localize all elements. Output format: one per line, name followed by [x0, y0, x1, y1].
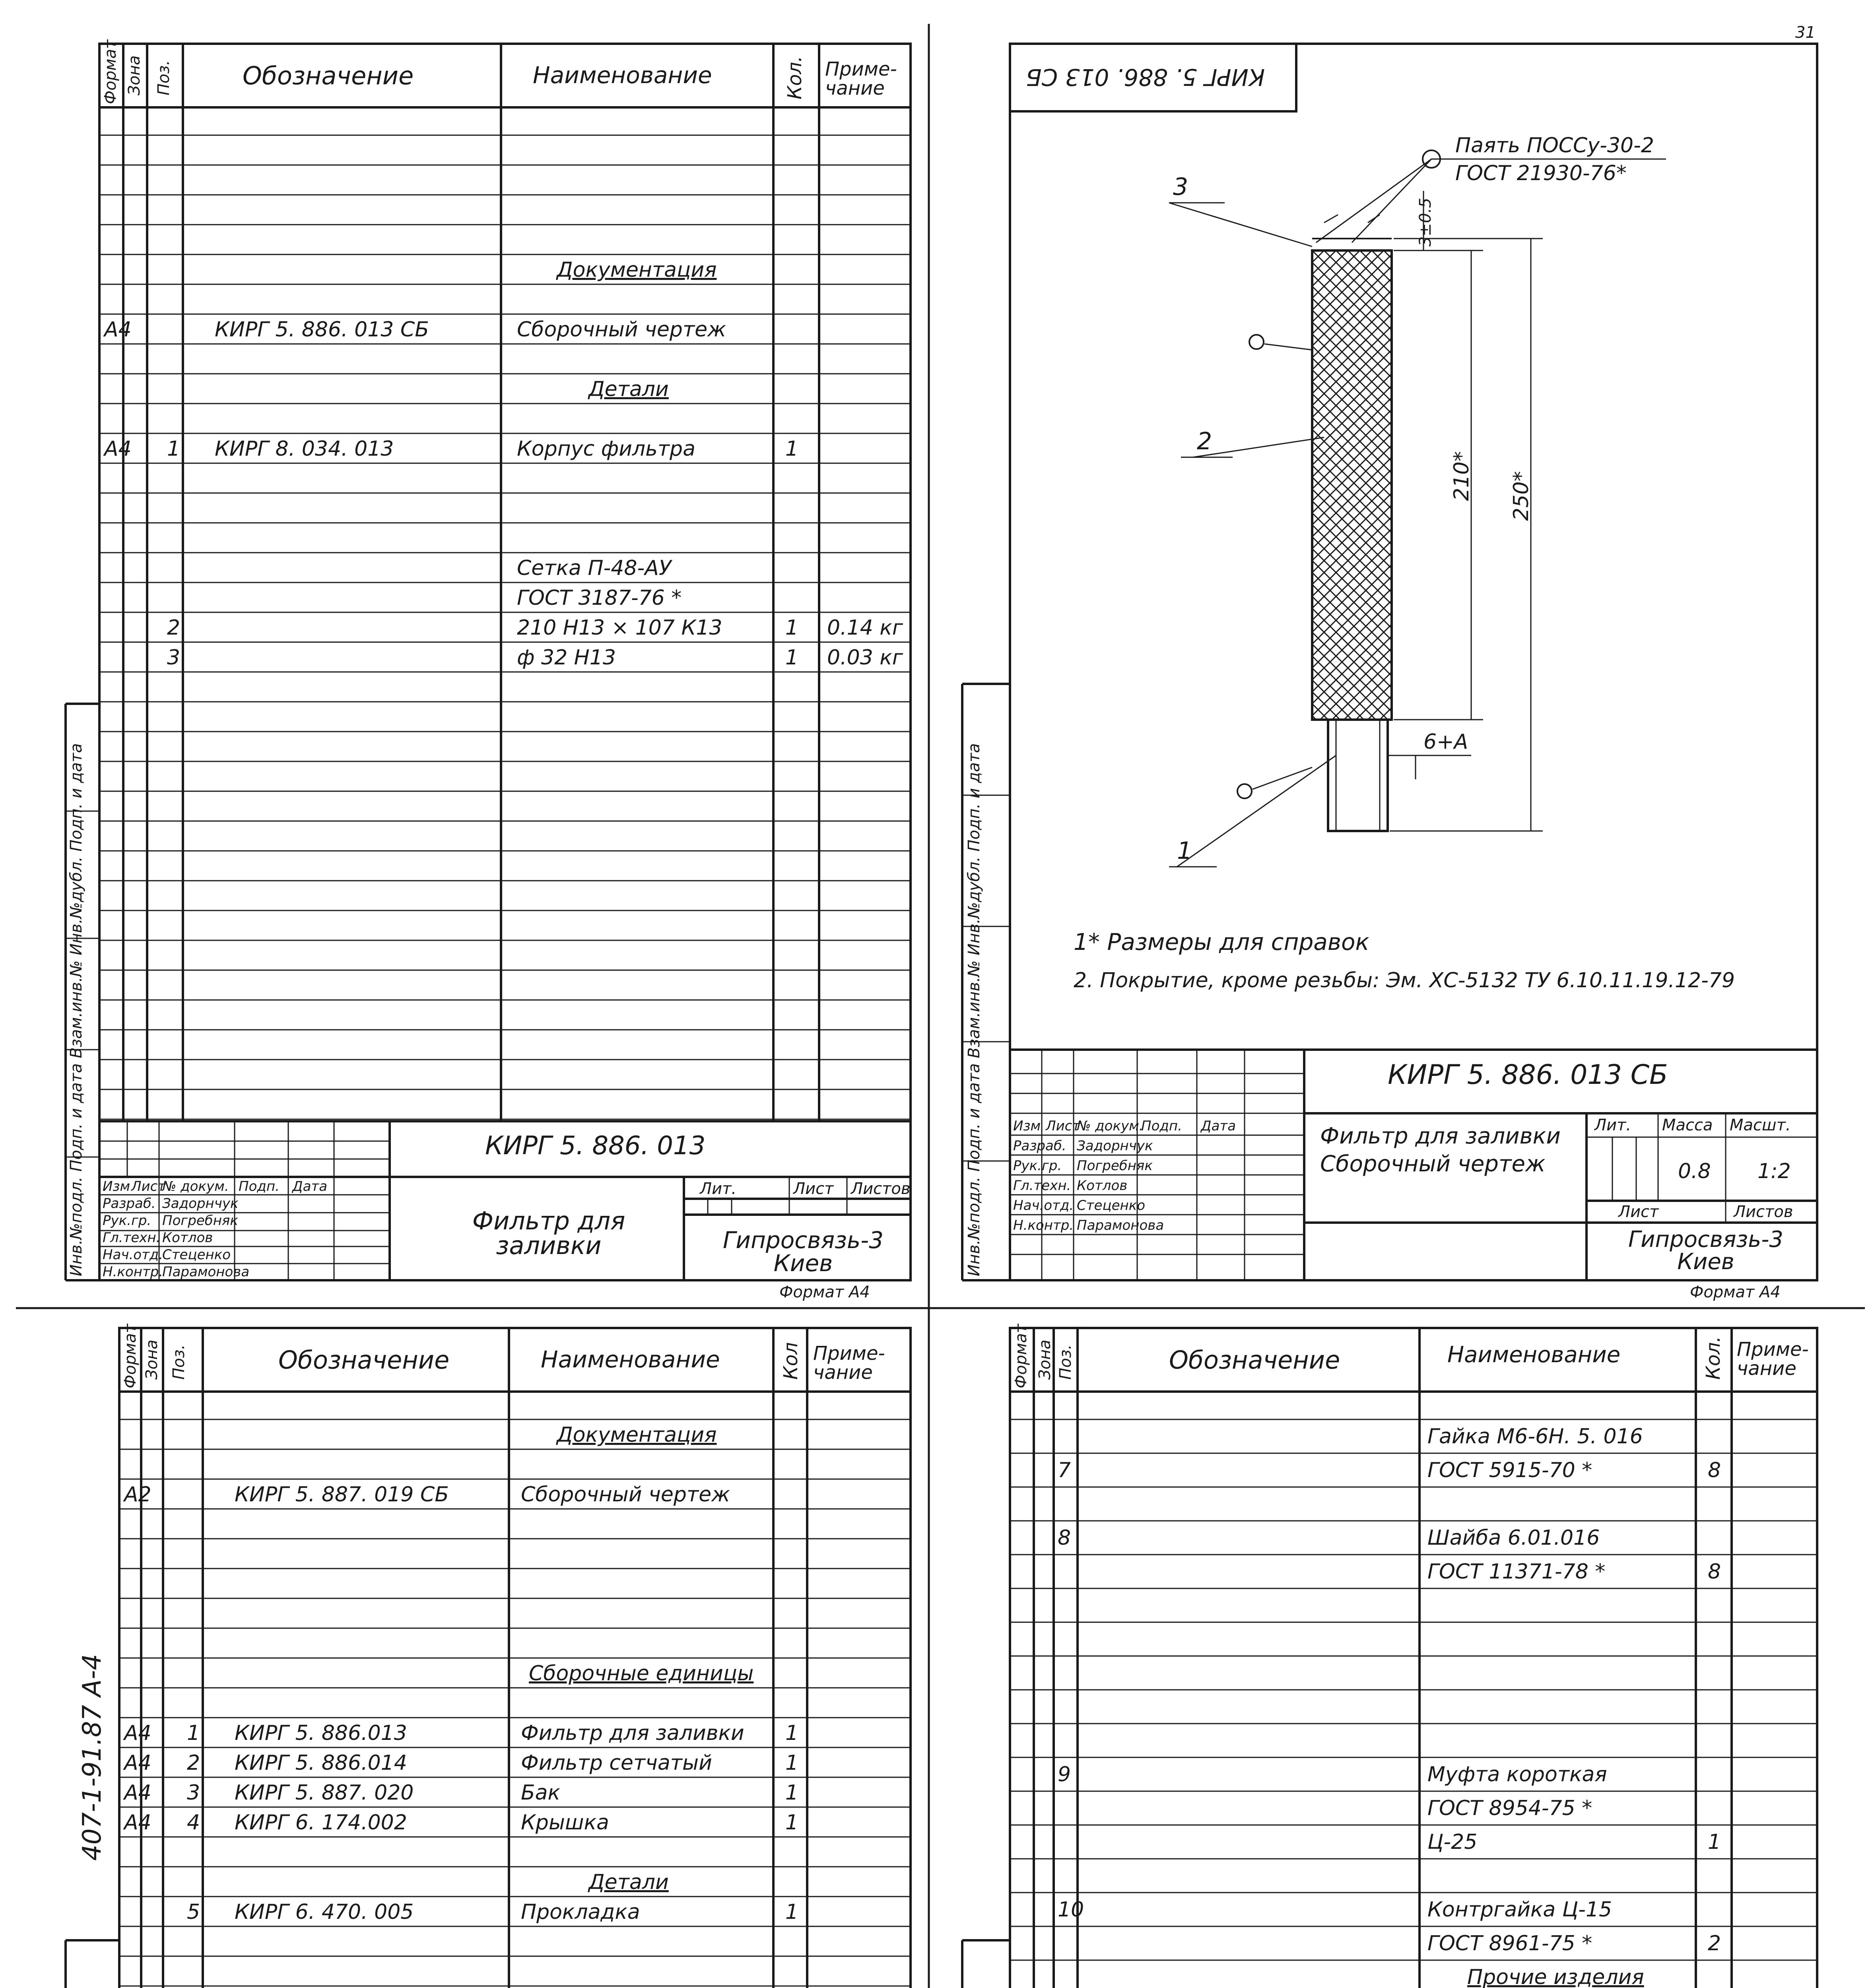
- stamp-person: Стеценко: [162, 1247, 231, 1263]
- q2-stamp-mass-label: Масса: [1662, 1116, 1713, 1134]
- q4-row-name: ГОСТ 5915-70 *: [1427, 1458, 1592, 1482]
- q2-dim-3: 3±0.5: [1416, 198, 1435, 247]
- q4-row-pos: 9: [1058, 1763, 1071, 1786]
- q4-row-pos: 10: [1058, 1898, 1084, 1922]
- q3-unit-row-qty: 1: [785, 1781, 799, 1805]
- q2-stamp-scale-label: Масшт.: [1730, 1116, 1791, 1134]
- q1-det-row-note: 0.03 кг: [827, 646, 903, 670]
- q1-section-det: Детали: [588, 377, 669, 401]
- q3-unit-row-pos: 4: [187, 1811, 200, 1835]
- q3-unit-row-designation: КИРГ 5. 887. 020: [235, 1781, 414, 1805]
- q3-unit-row-qty: 1: [785, 1811, 799, 1835]
- q1-det-row-qty: 1: [785, 437, 799, 461]
- q2-callout-2: 2: [1197, 427, 1212, 455]
- q1-det-row-note: 0.14 кг: [827, 616, 903, 640]
- q1-det-row-qty: 1: [785, 616, 799, 640]
- q1-stamp-code: КИРГ 5. 886. 013: [485, 1131, 706, 1161]
- stamp-head-list: Лист: [131, 1178, 166, 1194]
- q1-det-row-name: Корпус фильтра: [517, 437, 695, 461]
- q1-det-row-pos: 2: [167, 616, 181, 640]
- q1-det-row-name: ф 32 Н13: [517, 646, 616, 670]
- q1-det-row-name: ГОСТ 3187-76 *: [517, 586, 682, 610]
- q4-col-qty: Кол.: [1702, 1336, 1724, 1380]
- q4-row-name: Контргайка Ц-15: [1427, 1898, 1612, 1922]
- q4-row-name: ГОСТ 8954-75 *: [1427, 1796, 1592, 1820]
- q2-solder-gost: ГОСТ 21930-76*: [1455, 161, 1627, 185]
- q3-doc-row-name: Сборочный чертеж: [521, 1483, 730, 1507]
- q3-unit-row-format: А4: [124, 1751, 151, 1775]
- q3-unit-row-pos: 3: [187, 1781, 200, 1805]
- q4-col-designation: Обозначение: [1169, 1345, 1340, 1375]
- q1-det-row-name: Сетка П-48-АУ: [517, 556, 672, 580]
- stamp-person: Котлов: [1077, 1178, 1128, 1194]
- q3-unit-row-name: Крышка: [521, 1811, 609, 1835]
- q4-row-qty: 8: [1708, 1560, 1721, 1584]
- stamp-person: Котлов: [162, 1230, 213, 1246]
- q1-doc-row-name: Сборочный чертеж: [517, 318, 726, 342]
- q4-col-note: Приме-чание: [1737, 1338, 1809, 1380]
- q2-stamp-sheet: Лист: [1618, 1203, 1659, 1221]
- stamp-role-nkontr: Н.контр.: [103, 1264, 163, 1280]
- q1-det-row-qty: 1: [785, 646, 799, 670]
- q4-row-qty: 8: [1708, 1458, 1721, 1482]
- stamp-head-date: Дата: [292, 1178, 328, 1194]
- q3-unit-row-pos: 2: [187, 1751, 200, 1775]
- q4-row-pos: 7: [1058, 1458, 1071, 1482]
- stamp-head-date: Дата: [1201, 1118, 1236, 1134]
- q1-col-qty: Кол.: [784, 56, 806, 99]
- q3-unit-row-designation: КИРГ 5. 886.013: [235, 1721, 407, 1745]
- q1-col-name: Наименование: [533, 62, 712, 89]
- q1-det-row-name: 210 Н13 × 107 К13: [517, 616, 722, 640]
- q3-section-det: Детали: [588, 1870, 669, 1894]
- page-number: 31: [1795, 23, 1816, 42]
- stamp-head-doc: № докум.: [162, 1178, 229, 1194]
- q1-det-row-pos: 3: [167, 646, 181, 670]
- q2-stamp-sheets: Листов: [1734, 1203, 1793, 1221]
- q3-det-row-qty: 1: [785, 1900, 799, 1924]
- q4-col-name: Наименование: [1447, 1342, 1621, 1368]
- stamp-person: Погребняк: [162, 1213, 238, 1229]
- q1-doc-row-format: А4: [104, 318, 132, 342]
- stamp-role-ruk: Рук.гр.: [1013, 1158, 1062, 1174]
- q3-det-row-pos: 5: [187, 1900, 200, 1924]
- stamp-head-sign: Подп.: [239, 1178, 280, 1194]
- stamp-role-nkontr: Н.контр.: [1013, 1217, 1074, 1233]
- q2-stamp-mass: 0.8: [1678, 1159, 1711, 1183]
- stamp-role-razrab: Разраб.: [103, 1196, 156, 1211]
- q3-col-designation: Обозначение: [278, 1345, 450, 1375]
- stamp-role-razrab: Разраб.: [1013, 1138, 1066, 1154]
- stamp-role-ruk: Рук.гр.: [103, 1213, 151, 1229]
- q2-stamp-scale: 1:2: [1757, 1159, 1791, 1183]
- q1-stamp-org: Гипросвязь-3 Киев: [722, 1227, 884, 1277]
- q2-dim-250: 250*: [1509, 471, 1533, 521]
- q3-unit-row-qty: 1: [785, 1751, 799, 1775]
- stamp-role-nachotd: Нач.отд.: [103, 1247, 163, 1263]
- q2-stamp-lit: Лит.: [1594, 1116, 1631, 1134]
- q3-col-note: Приме-чание: [813, 1342, 885, 1384]
- q4-col-zone: Зона: [1036, 1340, 1054, 1380]
- q2-stamp-title-1: Фильтр для заливки: [1320, 1123, 1561, 1149]
- q1-det-row-pos: 1: [167, 437, 181, 461]
- q2-stamp-org: Гипросвязь-3 Киев: [1628, 1227, 1784, 1275]
- stamp-person: Стеценко: [1077, 1198, 1146, 1213]
- q4-row-pos: 8: [1058, 1526, 1071, 1550]
- q4-row-qty: 1: [1708, 1830, 1721, 1854]
- q2-callout-3: 3: [1173, 173, 1188, 201]
- stamp-head-sign: Подп.: [1141, 1118, 1182, 1134]
- q1-col-note: Приме-чание: [825, 58, 897, 99]
- q2-dim-thread: 6+А: [1423, 730, 1468, 754]
- q2-stamp-code: КИРГ 5. 886. 013 СБ: [1388, 1059, 1668, 1091]
- filter-drawing: [1169, 150, 1666, 867]
- q4-row-name: Шайба 6.01.016: [1427, 1526, 1600, 1550]
- q3-unit-row-name: Фильтр для заливки: [521, 1721, 744, 1745]
- q2-dim-210: 210*: [1450, 451, 1474, 501]
- stamp-person: Погребняк: [1077, 1158, 1153, 1174]
- q4-row-name: Ц-25: [1427, 1830, 1478, 1854]
- q4-col-pos: Поз.: [1056, 1344, 1075, 1380]
- stamp-role-gltekh: Гл.техн.: [1013, 1178, 1071, 1194]
- q3-col-pos: Поз.: [170, 1344, 188, 1380]
- q1-format-label: Формат А4: [779, 1283, 870, 1301]
- stamp-role-nachotd: Нач.отд.: [1013, 1198, 1074, 1213]
- stamp-person: Задорнчук: [162, 1196, 239, 1211]
- q3-det-row-designation: КИРГ 6. 470. 005: [235, 1900, 414, 1924]
- q1-left-margin: Инв.№подл. Подп. и дата Взам.инв.№ Инв.№дубл. Подп. и дата: [67, 743, 85, 1276]
- q4-row-qty: 2: [1708, 1932, 1721, 1955]
- q3-doc-row-designation: КИРГ 5. 887. 019 СБ: [235, 1483, 449, 1507]
- q3-unit-row-name: Бак: [521, 1781, 560, 1805]
- q3-det-row-name: Прокладка: [521, 1900, 640, 1924]
- q1-section-doc: Документация: [557, 258, 717, 282]
- q1-stamp-sheets: Листов: [851, 1180, 911, 1198]
- q4-row-name: ГОСТ 11371-78 *: [1427, 1560, 1606, 1584]
- q4-row-name: Муфта короткая: [1427, 1763, 1607, 1786]
- q3-unit-row-format: А4: [124, 1811, 151, 1835]
- q1-col-designation: Обозначение: [243, 61, 414, 90]
- q2-solder: Паять ПОССу-30-2: [1455, 134, 1654, 157]
- q1-stamp-sheet: Лист: [793, 1180, 834, 1198]
- q3-unit-row-qty: 1: [785, 1721, 799, 1745]
- q3-section-units: Сборочные единицы: [529, 1662, 754, 1685]
- q1-doc-row-designation: КИРГ 5. 886. 013 СБ: [215, 318, 429, 342]
- q1-stamp-lit: Лит.: [700, 1180, 737, 1198]
- q3-col-zone: Зона: [143, 1340, 161, 1380]
- q2-note-1: 1* Размеры для справок: [1074, 928, 1369, 955]
- q3-col-name: Наименование: [541, 1346, 720, 1373]
- q3-unit-row-designation: КИРГ 5. 886.014: [235, 1751, 407, 1775]
- q3-unit-row-designation: КИРГ 6. 174.002: [235, 1811, 407, 1835]
- q4-row-name: Прочие изделия: [1467, 1965, 1644, 1988]
- q3-unit-row-format: А4: [124, 1721, 151, 1745]
- q4-row-name: Гайка М6-6Н. 5. 016: [1427, 1425, 1643, 1448]
- q1-stamp-title: Фильтр для заливки: [472, 1206, 625, 1260]
- q4-row-name: ГОСТ 8961-75 *: [1427, 1932, 1592, 1955]
- q2-left-margin: Инв.№подл. Подп. и дата Взам.инв.№ Инв.№дубл. Подп. и дата: [965, 743, 983, 1276]
- q3-unit-row-pos: 1: [187, 1721, 200, 1745]
- q3-section-doc: Документация: [557, 1423, 717, 1447]
- stamp-person: Парамонова: [162, 1264, 250, 1280]
- q3-col-format: Формат: [121, 1324, 140, 1388]
- q3-doc-row-format: А2: [124, 1483, 151, 1507]
- stamp-head-izm: Изм: [1013, 1118, 1041, 1134]
- q4-col-format: Формат: [1012, 1324, 1030, 1388]
- q2-mirror-code: КИРГ 5. 886. 013 СБ: [1026, 64, 1265, 91]
- stamp-head-doc: № докум.: [1077, 1118, 1144, 1134]
- q2-note-2: 2. Покрытие, кроме резьбы: Эм. ХС-5132 ТУ 6.10.11.19.12-79: [1074, 969, 1735, 992]
- q1-col-format: Формат: [101, 39, 120, 104]
- q3-unit-row-format: А4: [124, 1781, 151, 1805]
- q2-stamp-title-2: Сборочный чертеж: [1320, 1151, 1546, 1177]
- stamp-head-list: Лист: [1046, 1118, 1080, 1134]
- stamp-person: Парамонова: [1077, 1217, 1164, 1233]
- q1-col-pos: Поз.: [155, 60, 173, 95]
- q1-det-row-designation: КИРГ 8. 034. 013: [215, 437, 394, 461]
- q1-col-zone: Зона: [125, 55, 144, 95]
- q3-unit-row-name: Фильтр сетчатый: [521, 1751, 712, 1775]
- q3-col-qty: Кол: [780, 1342, 802, 1380]
- q2-callout-1: 1: [1177, 837, 1192, 865]
- stamp-head-izm: Изм: [103, 1178, 130, 1194]
- vertical-code: 407-1-91.87 А-4: [78, 1654, 107, 1861]
- stamp-role-gltekh: Гл.техн.: [103, 1230, 161, 1246]
- q2-format-label: Формат А4: [1690, 1283, 1781, 1301]
- stamp-person: Задорнчук: [1077, 1138, 1153, 1154]
- q1-det-row-format: А4: [104, 437, 132, 461]
